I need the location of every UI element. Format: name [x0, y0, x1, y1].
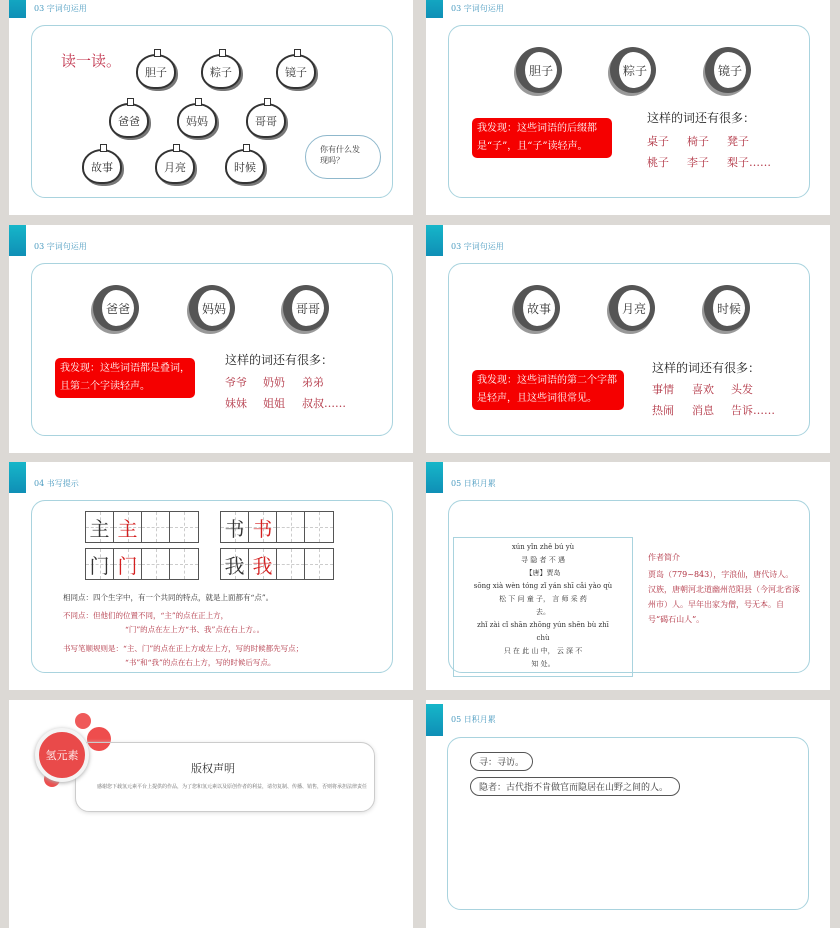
section-accent — [9, 462, 26, 493]
word-medallion: 粽子 — [610, 47, 656, 93]
apple-word: 时候 — [225, 149, 265, 184]
finding-box: 我发现：这些词语的第二个字都是轻声，且这些词很常见。 — [472, 370, 624, 410]
model-char: 主 — [89, 516, 110, 541]
apple-word: 月亮 — [155, 149, 195, 184]
word-medallion: 故事 — [514, 285, 560, 331]
poem-author: 【唐】贾岛 — [525, 569, 561, 577]
more-title: 这样的词还有很多： — [652, 361, 761, 375]
read-title: 读一读。 — [61, 52, 122, 70]
similarity-text: 相同点：四个生字中，有一个共同的特点，就是上面都有“点”。 — [63, 593, 274, 602]
poem-pinyin: sōng xià wèn tóng zǐ yán shī cǎi yào qù — [473, 582, 613, 590]
example-word: 妹妹 — [225, 397, 247, 410]
apple-word: 粽子 — [201, 54, 241, 89]
example-word: 奶奶 — [263, 376, 285, 389]
example-word: 消息 — [692, 404, 714, 417]
copyright-text: 感谢您下载氢元素平台上提供的作品，为了您和氢元素以及原创作者的利益，请勿复制、传播、销售，否则将承担法律责任 — [97, 784, 368, 790]
example-word: 热闹 — [652, 404, 674, 417]
section-accent — [9, 225, 26, 256]
word-medallion: 镜子 — [705, 47, 751, 93]
poem-pinyin: zhǐ zài cǐ shān zhōng yún shēn bù zhī — [477, 621, 609, 629]
section-title: 03 字词句运用 — [34, 4, 87, 13]
poem-title: 寻 隐 者 不 遇 — [521, 556, 565, 564]
poem-line: 松 下 问 童 子， 言 师 采 药 — [499, 595, 587, 603]
writing-grid — [85, 511, 199, 543]
note-bubble: 寻：寻访。 — [470, 752, 533, 771]
apple-word: 胆子 — [136, 54, 176, 89]
example-word: 叔叔…… — [302, 397, 346, 410]
author-text: 贾岛（779~843），字浪仙，唐代诗人。汉族，唐朝河北道幽州范阳县（今河北省涿州市）人。早年出家为僧，号无本。自号“碣石山人”。 — [648, 570, 800, 624]
section-title: 03 字词句运用 — [451, 4, 504, 13]
section-accent — [426, 462, 443, 493]
apple-word: 镜子 — [276, 54, 316, 89]
writing-grid — [85, 548, 199, 580]
model-char: 门 — [89, 553, 110, 578]
more-title: 这样的词还有很多： — [225, 353, 334, 367]
model-char: 主 — [117, 516, 138, 541]
model-char: 门 — [117, 553, 138, 578]
model-char: 书 — [224, 516, 245, 541]
word-medallion: 胆子 — [516, 47, 562, 93]
example-word: 弟弟 — [302, 376, 324, 389]
example-word: 告诉…… — [731, 404, 775, 417]
example-word: 事情 — [652, 383, 674, 396]
section-title: 04 书写提示 — [34, 479, 79, 488]
model-char: 我 — [252, 553, 273, 578]
slide-5[interactable] — [9, 462, 413, 690]
slide-2[interactable] — [426, 0, 830, 215]
word-medallion: 妈妈 — [189, 285, 235, 331]
apple-word: 故事 — [82, 149, 122, 184]
poem-pinyin: xún yǐn zhě bú yù — [511, 543, 575, 551]
copyright-title: 版权声明 — [191, 762, 235, 775]
poem-pinyin: chù — [536, 634, 550, 642]
example-word: 凳子 — [727, 135, 749, 148]
author-title: 作者简介 — [648, 553, 680, 562]
poem-line: 只 在 此 山 中， 云 深 不 — [503, 647, 583, 655]
poem-card — [453, 537, 633, 677]
slide-3[interactable] — [9, 225, 413, 453]
example-word: 椅子 — [687, 135, 709, 148]
example-word: 桌子 — [647, 135, 669, 148]
example-word: 梨子…… — [727, 156, 771, 169]
decor-circle — [75, 713, 91, 729]
apple-word: 哥哥 — [246, 103, 286, 138]
finding-box: 我发现：这些词语都是叠词，且第二个字读轻声。 — [55, 358, 195, 398]
section-title: 03 字词句运用 — [451, 242, 504, 251]
section-title: 05 日积月累 — [451, 479, 496, 488]
poem-line: 去。 — [536, 608, 550, 616]
example-word: 头发 — [731, 383, 753, 396]
thought-cloud: 你有什么发现吗？ — [305, 135, 381, 179]
section-title: 05 日积月累 — [451, 715, 496, 724]
word-medallion: 爸爸 — [93, 285, 139, 331]
difference-text: 不同点：但他们的位置不同，“主”的点在正上方， — [63, 611, 229, 620]
example-word: 喜欢 — [692, 383, 714, 396]
apple-word: 妈妈 — [177, 103, 217, 138]
writing-grid — [220, 511, 334, 543]
example-word: 姐姐 — [263, 397, 285, 410]
apple-word: 爸爸 — [109, 103, 149, 138]
section-accent — [426, 0, 443, 18]
slide-4[interactable] — [426, 225, 830, 453]
slide-7[interactable] — [9, 700, 413, 928]
stroke-rule-text: “书”和“我”的点在右上方，写的时候后写点。 — [125, 658, 276, 667]
slide-6[interactable] — [426, 462, 830, 690]
difference-text: “门”的点在左上方“书、我”点在右上方。。 — [125, 625, 265, 634]
word-medallion: 月亮 — [609, 285, 655, 331]
example-word: 李子 — [687, 156, 709, 169]
copyright-card — [75, 742, 375, 812]
example-word: 爷爷 — [225, 376, 247, 389]
note-bubble: 隐者：古代指不肯做官而隐居在山野之间的人。 — [470, 777, 680, 796]
writing-grid — [220, 548, 334, 580]
poem-line: 知 处。 — [531, 660, 555, 668]
word-medallion: 哥哥 — [283, 285, 329, 331]
section-accent — [426, 704, 443, 736]
model-char: 我 — [224, 553, 245, 578]
slide-8[interactable] — [426, 700, 830, 928]
section-accent — [9, 0, 26, 18]
word-medallion: 时候 — [704, 285, 750, 331]
more-title: 这样的词还有很多： — [647, 111, 756, 125]
slide-1[interactable] — [9, 0, 413, 215]
finding-box: 我发现：这些词语的后缀都是“子”，且“子”读轻声。 — [472, 118, 612, 158]
example-word: 桃子 — [647, 156, 669, 169]
section-title: 03 字词句运用 — [34, 242, 87, 251]
logo: 氢元素 — [35, 728, 89, 782]
model-char: 书 — [252, 516, 273, 541]
stroke-rule-text: 书写笔顺规则是：“主、门”的点在正上方或左上方，写的时候都先写点； — [63, 644, 304, 653]
section-accent — [426, 225, 443, 256]
